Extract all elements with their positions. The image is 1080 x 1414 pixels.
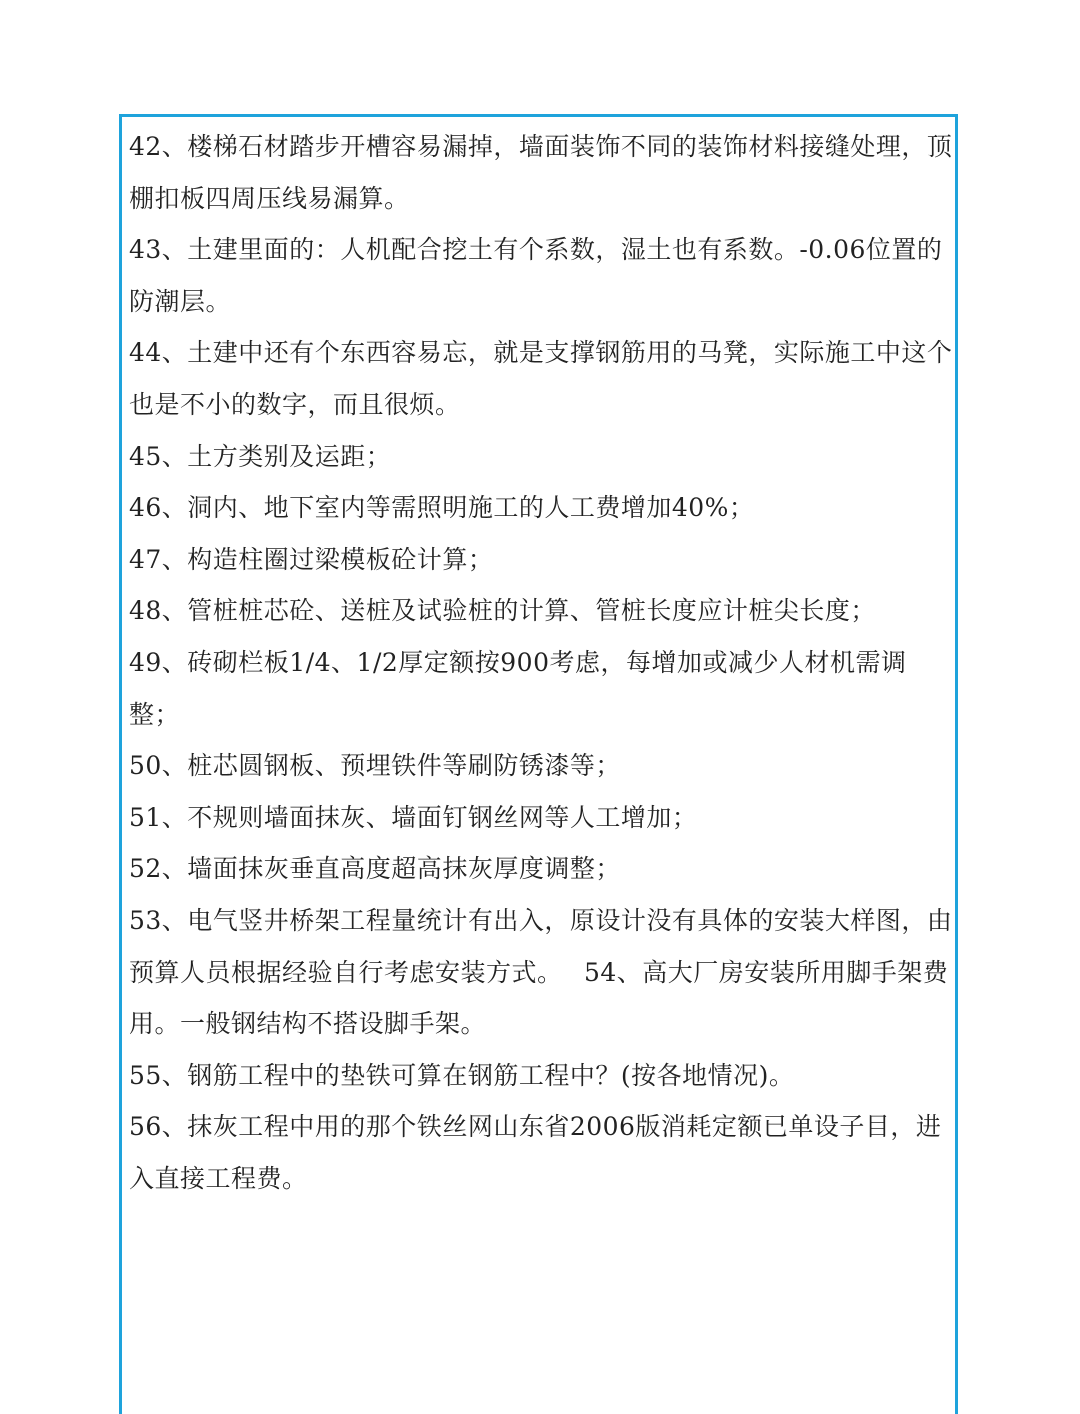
list-item-44: 44、土建中还有个东西容易忘，就是支撑钢筋用的马凳，实际施工中这个也是不小的数字，而且很烦。 <box>129 338 953 419</box>
list-item-42: 42、楼梯石材踏步开槽容易漏掉，墙面装饰不同的装饰材料接缝处理，顶棚扣板四周压线易漏算。 <box>129 132 953 213</box>
list-item-53-54: 53、电气竖井桥架工程量统计有出入，原设计没有具体的安装大样图，由预算人员根据经验自行考虑安装方式。 54、高大厂房安装所用脚手架费用。一般钢结构不搭设脚手架。 <box>129 905 953 1039</box>
list-item-52: 52、墙面抹灰垂直高度超高抹灰厚度调整； <box>129 854 621 884</box>
list-item-48: 48、管桩桩芯砼、送桩及试验桩的计算、管桩长度应计桩尖长度； <box>129 596 876 626</box>
list-item-55: 55、钢筋工程中的垫铁可算在钢筋工程中？(按各地情况)。 <box>129 1060 795 1090</box>
list-item-49: 49、砖砌栏板1/4、1/2厚定额按900考虑，每增加或减少人材机需调整； <box>129 647 907 729</box>
list-item-50: 50、桩芯圆钢板、预埋铁件等刷防锈漆等； <box>129 751 621 781</box>
document-body <box>129 121 957 1204</box>
list-item-56: 56、抹灰工程中用的那个铁丝网山东省2006版消耗定额已单设子目，进入直接工程费。 <box>129 1112 942 1193</box>
list-item-43: 43、土建里面的：人机配合挖土有个系数，湿土也有系数。-0.06位置的防潮层。 <box>129 235 943 316</box>
list-item-46: 46、洞内、地下室内等需照明施工的人工费增加40%； <box>129 493 755 523</box>
list-item-45: 45、土方类别及运距； <box>129 441 392 471</box>
list-item-51: 51、不规则墙面抹灰、墙面钉钢丝网等人工增加； <box>129 802 698 832</box>
list-item-47: 47、构造柱圈过梁模板砼计算； <box>129 544 494 574</box>
